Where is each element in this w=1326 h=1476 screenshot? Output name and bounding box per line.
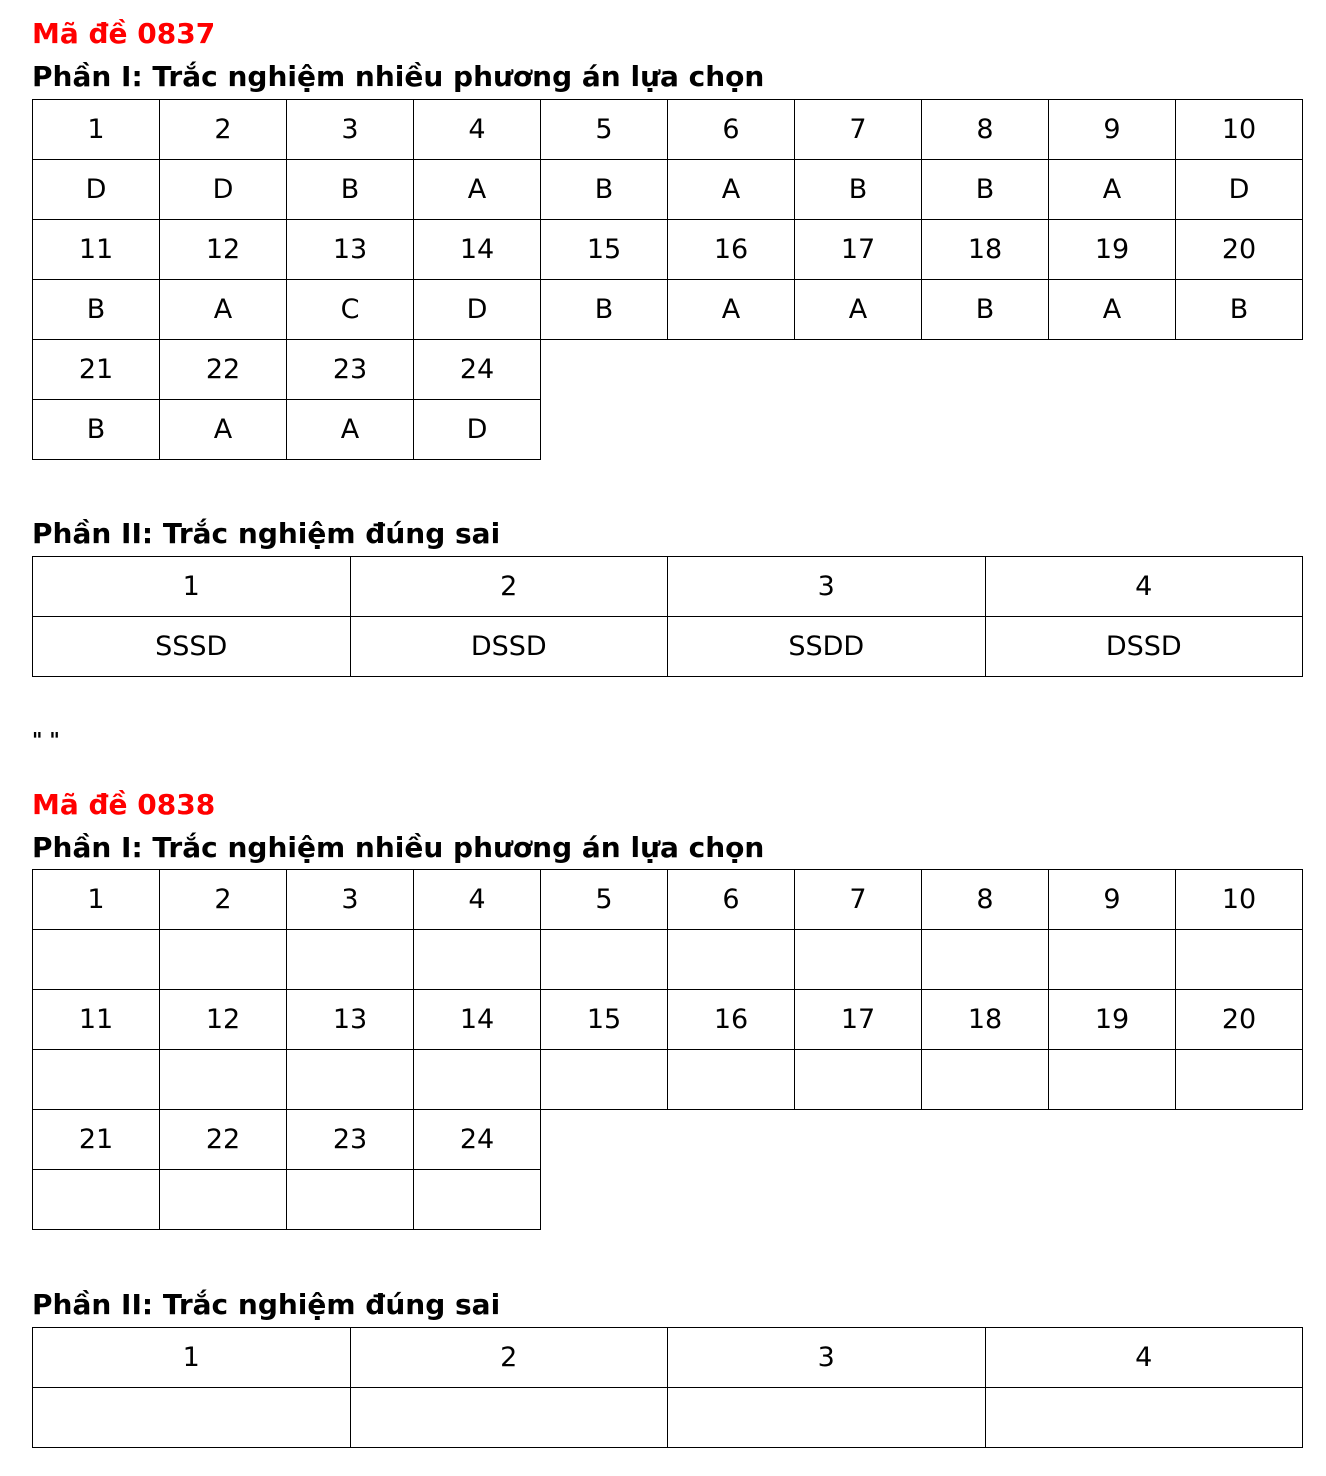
question-number-cell xyxy=(668,340,795,400)
question-number-cell: 11 xyxy=(33,990,160,1050)
answer-cell: A xyxy=(1049,160,1176,220)
answer-cell xyxy=(795,1050,922,1110)
answer-cell xyxy=(1049,1050,1176,1110)
question-number-cell: 3 xyxy=(668,557,986,617)
answer-cell: B xyxy=(33,400,160,460)
answer-cell xyxy=(668,400,795,460)
answer-cell: B xyxy=(541,280,668,340)
question-number-cell: 10 xyxy=(1176,870,1303,930)
question-number-cell: 17 xyxy=(795,990,922,1050)
answer-cell xyxy=(1049,1170,1176,1230)
answer-cell xyxy=(350,1388,668,1448)
answer-cell: B xyxy=(33,280,160,340)
question-number-cell: 18 xyxy=(922,990,1049,1050)
part2-title: Phần II: Trắc nghiệm đúng sai xyxy=(32,517,501,550)
question-number-cell: 14 xyxy=(414,220,541,280)
answer-cell xyxy=(160,930,287,990)
answer-cell: C xyxy=(287,280,414,340)
question-number-cell: 24 xyxy=(414,1110,541,1170)
answer-cell xyxy=(1049,930,1176,990)
answer-cell xyxy=(668,930,795,990)
question-number-cell: 22 xyxy=(160,340,287,400)
answer-cell xyxy=(33,1388,351,1448)
answer-cell: B xyxy=(922,280,1049,340)
answer-cell xyxy=(287,1170,414,1230)
question-number-cell: 4 xyxy=(985,1328,1303,1388)
question-number-cell: 13 xyxy=(287,990,414,1050)
multiple-choice-answer-table xyxy=(32,869,1303,1230)
part1-title: Phần I: Trắc nghiệm nhiều phương án lựa chọn xyxy=(32,60,765,93)
question-number-cell: 20 xyxy=(1176,220,1303,280)
answer-cell xyxy=(160,1050,287,1110)
answer-cell: A xyxy=(287,400,414,460)
answer-cell xyxy=(414,930,541,990)
question-number-cell: 23 xyxy=(287,340,414,400)
question-number-row xyxy=(33,870,1303,930)
question-number-cell: 14 xyxy=(414,990,541,1050)
answer-cell: D xyxy=(414,400,541,460)
answer-row xyxy=(33,617,1303,677)
exam-code-heading: Mã đề 0837 xyxy=(32,17,216,50)
question-number-cell: 2 xyxy=(160,870,287,930)
answer-cell xyxy=(922,930,1049,990)
question-number-cell xyxy=(1049,340,1176,400)
question-number-cell: 3 xyxy=(287,870,414,930)
answer-row xyxy=(33,1388,1303,1448)
answer-cell xyxy=(541,1050,668,1110)
answer-row xyxy=(33,1170,1303,1230)
question-number-cell: 8 xyxy=(922,100,1049,160)
answer-cell xyxy=(414,1050,541,1110)
answer-cell: DSSD xyxy=(350,617,668,677)
question-number-cell: 2 xyxy=(350,557,668,617)
question-number-cell: 1 xyxy=(33,100,160,160)
question-number-cell: 4 xyxy=(985,557,1303,617)
question-number-cell: 7 xyxy=(795,100,922,160)
question-number-cell: 6 xyxy=(668,870,795,930)
answer-cell xyxy=(922,1170,1049,1230)
question-number-cell: 16 xyxy=(668,220,795,280)
question-number-cell: 20 xyxy=(1176,990,1303,1050)
answer-cell xyxy=(33,1170,160,1230)
answer-cell: D xyxy=(33,160,160,220)
question-number-cell xyxy=(1176,340,1303,400)
answer-cell: B xyxy=(287,160,414,220)
question-number-cell: 4 xyxy=(414,100,541,160)
question-number-cell xyxy=(1176,1110,1303,1170)
answer-cell xyxy=(541,400,668,460)
question-number-cell xyxy=(541,1110,668,1170)
answer-cell xyxy=(795,400,922,460)
question-number-row xyxy=(33,100,1303,160)
question-number-cell: 6 xyxy=(668,100,795,160)
question-number-cell xyxy=(668,1110,795,1170)
answer-cell: D xyxy=(1176,160,1303,220)
answer-cell xyxy=(922,400,1049,460)
question-number-cell: 3 xyxy=(668,1328,986,1388)
question-number-cell: 12 xyxy=(160,220,287,280)
answer-cell xyxy=(287,930,414,990)
question-number-cell: 2 xyxy=(160,100,287,160)
question-number-cell xyxy=(795,1110,922,1170)
exam-code-heading: Mã đề 0838 xyxy=(32,788,216,821)
question-number-cell xyxy=(795,340,922,400)
answer-cell: A xyxy=(795,280,922,340)
question-number-cell: 13 xyxy=(287,220,414,280)
question-number-cell: 3 xyxy=(287,100,414,160)
answer-cell xyxy=(1049,400,1176,460)
answer-cell: D xyxy=(414,280,541,340)
question-number-cell: 5 xyxy=(541,100,668,160)
answer-cell xyxy=(414,1170,541,1230)
question-number-cell: 22 xyxy=(160,1110,287,1170)
multiple-choice-answer-table xyxy=(32,99,1303,460)
answer-cell: A xyxy=(160,400,287,460)
question-number-row xyxy=(33,340,1303,400)
answer-cell xyxy=(1176,1050,1303,1110)
question-number-cell xyxy=(922,1110,1049,1170)
answer-row xyxy=(33,400,1303,460)
part1-title: Phần I: Trắc nghiệm nhiều phương án lựa chọn xyxy=(32,831,765,864)
question-number-cell: 8 xyxy=(922,870,1049,930)
question-number-row xyxy=(33,557,1303,617)
answer-cell: D xyxy=(160,160,287,220)
question-number-cell xyxy=(1049,1110,1176,1170)
question-number-cell: 11 xyxy=(33,220,160,280)
answer-cell xyxy=(1176,930,1303,990)
question-number-cell: 23 xyxy=(287,1110,414,1170)
question-number-cell: 15 xyxy=(541,220,668,280)
question-number-cell: 1 xyxy=(33,870,160,930)
question-number-row xyxy=(33,1110,1303,1170)
answer-row xyxy=(33,1050,1303,1110)
answer-cell: DSSD xyxy=(985,617,1303,677)
answer-cell: A xyxy=(160,280,287,340)
answer-row xyxy=(33,930,1303,990)
answer-cell xyxy=(160,1170,287,1230)
question-number-cell: 7 xyxy=(795,870,922,930)
answer-cell xyxy=(795,1170,922,1230)
answer-cell xyxy=(287,1050,414,1110)
answer-cell: B xyxy=(541,160,668,220)
answer-cell xyxy=(922,1050,1049,1110)
answer-cell xyxy=(1176,1170,1303,1230)
question-number-cell: 18 xyxy=(922,220,1049,280)
answer-cell xyxy=(668,1050,795,1110)
question-number-cell: 4 xyxy=(414,870,541,930)
answer-cell: B xyxy=(795,160,922,220)
answer-cell xyxy=(668,1388,986,1448)
question-number-cell: 1 xyxy=(33,557,351,617)
answer-cell xyxy=(33,930,160,990)
answer-cell xyxy=(668,1170,795,1230)
true-false-answer-table xyxy=(32,556,1303,677)
question-number-cell: 16 xyxy=(668,990,795,1050)
question-number-cell: 10 xyxy=(1176,100,1303,160)
question-number-cell: 19 xyxy=(1049,990,1176,1050)
answer-cell xyxy=(541,930,668,990)
answer-cell xyxy=(541,1170,668,1230)
answer-cell: B xyxy=(922,160,1049,220)
question-number-cell: 21 xyxy=(33,1110,160,1170)
answer-cell xyxy=(795,930,922,990)
question-number-cell: 17 xyxy=(795,220,922,280)
question-number-cell: 5 xyxy=(541,870,668,930)
question-number-cell: 2 xyxy=(350,1328,668,1388)
true-false-answer-table xyxy=(32,1327,1303,1448)
question-number-cell: 24 xyxy=(414,340,541,400)
answer-row xyxy=(33,160,1303,220)
question-number-cell xyxy=(541,340,668,400)
question-number-cell: 9 xyxy=(1049,870,1176,930)
question-number-cell xyxy=(922,340,1049,400)
answer-cell xyxy=(985,1388,1303,1448)
question-number-cell: 9 xyxy=(1049,100,1176,160)
answer-cell: SSSD xyxy=(33,617,351,677)
question-number-cell: 12 xyxy=(160,990,287,1050)
separator-text: " " xyxy=(32,728,60,752)
question-number-row xyxy=(33,990,1303,1050)
question-number-cell: 19 xyxy=(1049,220,1176,280)
answer-cell xyxy=(33,1050,160,1110)
answer-cell: A xyxy=(668,160,795,220)
answer-cell: A xyxy=(414,160,541,220)
question-number-cell: 21 xyxy=(33,340,160,400)
question-number-row xyxy=(33,220,1303,280)
question-number-cell: 15 xyxy=(541,990,668,1050)
answer-cell: B xyxy=(1176,280,1303,340)
question-number-cell: 1 xyxy=(33,1328,351,1388)
answer-cell: A xyxy=(668,280,795,340)
answer-cell xyxy=(1176,400,1303,460)
answer-row xyxy=(33,280,1303,340)
part2-title: Phần II: Trắc nghiệm đúng sai xyxy=(32,1288,501,1321)
question-number-row xyxy=(33,1328,1303,1388)
answer-cell: A xyxy=(1049,280,1176,340)
answer-cell: SSDD xyxy=(668,617,986,677)
